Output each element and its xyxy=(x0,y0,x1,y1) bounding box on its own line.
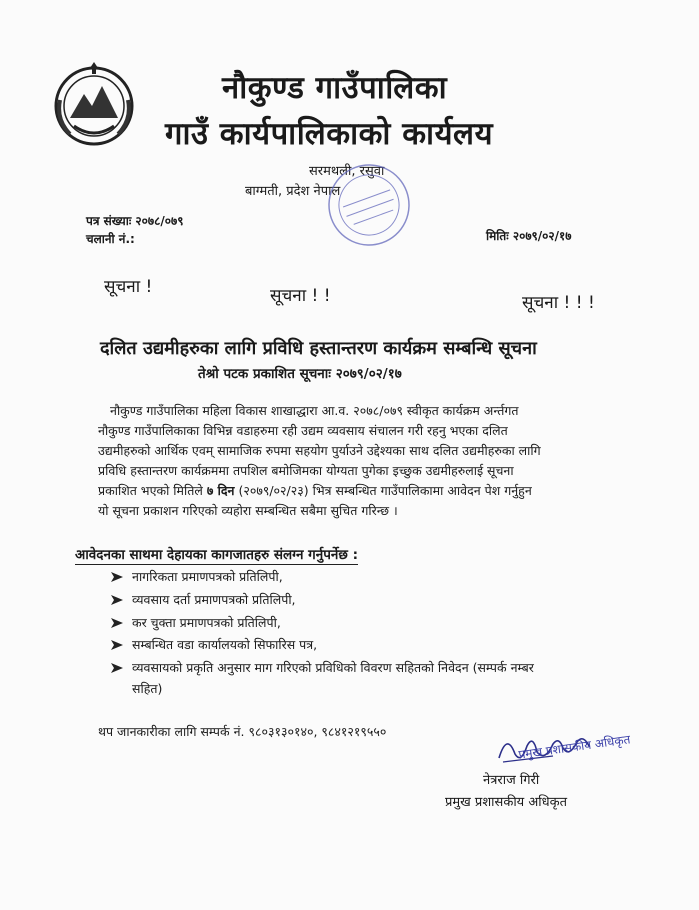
list-item xyxy=(110,659,534,676)
nepal-emblem-icon xyxy=(50,60,138,148)
body-line-2: नौकुण्ड गाउँपालिकाका विभिन्न वडाहरुमा रही उद्यम व्यवसाय संचालन गरी रहनु भएका दलित xyxy=(98,423,508,438)
requirements-title: आवेदनका साथमा देहायका कागजातहरु संलग्न गर्नुपर्नेछ : xyxy=(75,547,358,563)
list-item-text: व्यवसाय दर्ता प्रमाणपत्रको प्रतिलिपी, xyxy=(132,592,296,607)
arrow-bullet-icon xyxy=(110,594,124,606)
body-line-1: नौकुण्ड गाउँपालिका महिला विकास शाखाद्धारा आ.व. २०७८/०७९ स्वीकृत कार्यक्रम अर्न्तगत xyxy=(110,403,519,418)
arrow-bullet-icon xyxy=(110,639,124,651)
list-item-text: नागरिकता प्रमाणपत्रको प्रतिलिपी, xyxy=(132,569,283,584)
letter-number: पत्र संख्याः २०७८/०७९ xyxy=(86,214,184,228)
address-line1: सरमथली, रसुवा xyxy=(309,164,385,179)
contact-info: थप जानकारीका लागि सम्पर्क नं. ९८०३१३०१४०, ९८४१२१९५५० xyxy=(98,724,387,739)
list-item xyxy=(110,614,281,631)
list-item xyxy=(110,568,283,585)
list-item-text: सम्बन्धित वडा कार्यालयको सिफारिस पत्र, xyxy=(132,637,318,652)
list-item xyxy=(110,636,317,653)
arrow-bullet-icon xyxy=(110,662,124,674)
notice-label-1: सूचना ! xyxy=(104,277,153,297)
letter-date: मितिः २०७९/०२/१७ xyxy=(486,229,572,243)
arrow-bullet-icon xyxy=(110,571,124,583)
arrow-bullet-icon xyxy=(110,617,124,629)
body-line-6: यो सूचना प्रकाशन गरिएको व्यहोरा सम्बन्धित सबैमा सुचित गरिन्छ । xyxy=(98,503,398,518)
notice-label-2: सूचना ! ! xyxy=(270,286,331,306)
list-item-text: कर चुक्ता प्रमाणपत्रको प्रतिलिपी, xyxy=(132,615,281,630)
list-item xyxy=(110,591,296,608)
deadline-days: ७ दिन xyxy=(206,483,235,498)
body-line-5-start: प्रकाशित भएको मितिले xyxy=(98,483,207,498)
list-item-text: व्यवसायको प्रकृति अनुसार माग गरिएको प्रविधिको विवरण सहितको निवेदन (सम्पर्क नम्बर xyxy=(132,660,534,675)
office-stamp-icon xyxy=(322,158,417,253)
signatory-name: नेत्रराज गिरी xyxy=(483,773,540,788)
body-line-5 xyxy=(98,482,646,499)
notice-heading: दलित उद्यमीहरुका लागि प्रविधि हस्तान्तरण कार्यक्रम सम्बन्धि सूचना xyxy=(100,338,537,359)
signatory-title: प्रमुख प्रशासकीय अधिकृत xyxy=(445,795,568,810)
body-line-5-end: (२०७९/०२/२३) भित्र सम्बन्धित गाउँपालिकामा आवेदन पेश गर्नुहुन xyxy=(234,483,532,498)
list-item-continuation: सहित) xyxy=(132,681,163,696)
body-line-3: उद्यमीहरुको आर्थिक एवम् सामाजिक रुपमा सहयोग पुर्याउने उद्देश्यका साथ दलित उद्यमीहरुका लागि xyxy=(98,443,541,458)
notice-label-3: सूचना ! ! ! xyxy=(522,293,595,313)
office-title-line2: गाउँ कार्यपालिकाको कार्यलय xyxy=(165,116,494,152)
notice-subheading: तेश्रो पटक प्रकाशित सूचनाः २०७९/०२/१७ xyxy=(198,366,402,382)
body-line-4: प्रविधि हस्तान्तरण कार्यक्रममा तपशिल बमोजिमका योग्यता पुगेका इच्छुक उद्यमीहरुलाई सूचना xyxy=(98,463,514,478)
dispatch-number: चलानी नं.: xyxy=(86,232,135,246)
signature-stamp-text: प्रमुख प्रशासकीय अधिकृत xyxy=(517,732,632,762)
office-title-line1: नौकुण्ड गाउँपालिका xyxy=(222,70,448,106)
address-line2: बाग्मती, प्रदेश नेपाल xyxy=(245,184,341,199)
